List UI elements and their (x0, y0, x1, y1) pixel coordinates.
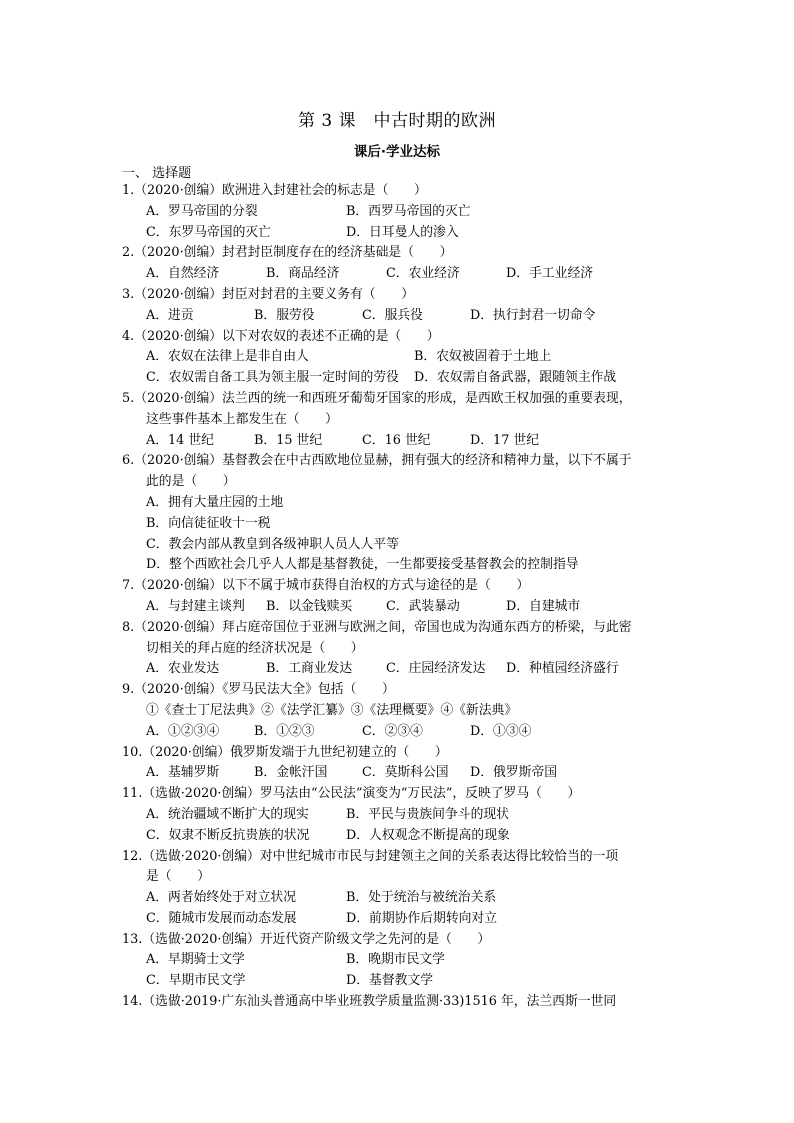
question-item (122, 451, 682, 576)
question-stem: 5.（2020·创编）法兰西的统一和西班牙葡萄牙国家的形成，是西欧王权加强的重要表现， (122, 390, 632, 406)
question-item (122, 992, 682, 1013)
question-list (122, 181, 682, 1013)
answer-option[interactable]: B．平民与贵族间争斗的现状 (346, 806, 509, 822)
question-item (122, 576, 682, 618)
answer-option[interactable]: B．农奴被固着于土地上 (414, 349, 552, 365)
page-subtitle: 课后·学业达标 (353, 144, 441, 160)
answer-option[interactable]: A．基辅罗斯 (146, 765, 220, 781)
question-item (122, 784, 682, 846)
answer-option[interactable]: B．15 世纪 (254, 432, 323, 448)
question-item (122, 743, 682, 785)
question-item (122, 680, 682, 742)
answer-option[interactable]: A．进贡 (146, 307, 194, 323)
answer-option[interactable]: B．晚期市民文学 (346, 952, 445, 968)
answer-option[interactable]: B．向信徒征收十一税 (146, 515, 271, 531)
question-stem: 9.（2020·创编）《罗马民法大全》包括（ ） (122, 682, 395, 698)
answer-option[interactable]: D．手工业经济 (506, 266, 594, 282)
answer-option[interactable]: C．农业经济 (386, 266, 460, 282)
question-item (122, 847, 682, 930)
question-stem: 3.（2020·创编）封臣对封君的主要义务有（ ） (122, 286, 414, 302)
answer-option[interactable]: A．两者始终处于对立状况 (146, 890, 297, 906)
question-stem: 4.（2020·创编）以下对农奴的表述不正确的是（ ） (122, 328, 440, 344)
question-stem: 13.（选做·2020·创编）开近代资产阶级文学之先河的是（ ） (122, 931, 491, 947)
answer-option[interactable]: B．商品经济 (266, 266, 340, 282)
question-stem: 12.（选做·2020·创编）对中世纪城市市民与封建领主之间的关系表达得比较恰当的一项 (122, 848, 619, 864)
question-item (122, 285, 682, 327)
answer-option[interactable]: B．西罗马帝国的灭亡 (346, 203, 471, 219)
answer-option[interactable]: C．莫斯科公国 (362, 765, 449, 781)
answer-option[interactable]: A．与封建主谈判 (146, 598, 245, 614)
question-stem-continued: 切相关的拜占庭的经济状况是（ ） (146, 640, 364, 656)
section-heading: 一、 选择题 (122, 166, 192, 181)
answer-option[interactable]: C．武装暴动 (386, 598, 460, 614)
answer-option[interactable]: D．俄罗斯帝国 (470, 765, 558, 781)
answer-option[interactable]: C．服兵役 (362, 307, 423, 323)
answer-option[interactable]: A．自然经济 (146, 266, 220, 282)
answer-option[interactable]: C．奴隶不断反抗贵族的状况 (146, 827, 310, 843)
answer-option[interactable]: C．早期市民文学 (146, 973, 246, 989)
question-stem: 7.（2020·创编）以下不属于城市获得自治权的方式与途径的是（ ） (122, 578, 530, 594)
question-stem: 10.（2020·创编）俄罗斯发端于九世纪初建立的（ ） (122, 744, 448, 760)
answer-option[interactable]: D．执行封君一切命令 (470, 307, 596, 323)
answer-option[interactable]: B．①②③ (254, 723, 315, 739)
question-stem: 2.（2020·创编）封君封臣制度存在的经济基础是（ ） (122, 245, 453, 261)
answer-option[interactable]: B．金帐汗国 (254, 765, 328, 781)
answer-option[interactable]: C．16 世纪 (362, 432, 431, 448)
answer-option[interactable]: D．①③④ (470, 723, 532, 739)
page-title: 第 3 课 中古时期的欧洲 (297, 111, 497, 131)
answer-option[interactable]: B．以金钱赎买 (266, 598, 353, 614)
question-item (122, 618, 682, 680)
answer-option[interactable]: A．罗马帝国的分裂 (146, 203, 258, 219)
answer-option[interactable]: C．庄园经济发达 (386, 661, 486, 677)
question-extra-line: ①《查士丁尼法典》②《法学汇纂》③《法理概要》④《新法典》 (146, 702, 518, 718)
question-item (122, 930, 682, 992)
question-stem: 11.（选做·2020·创编）罗马法由“公民法”演变为“万民法”，反映了罗马（ ） (122, 786, 581, 802)
answer-option[interactable]: B．服劳役 (254, 307, 315, 323)
question-stem: 6.（2020·创编）基督教会在中古西欧地位显赫，拥有强大的经济和精神力量，以下不属于 (122, 453, 632, 469)
answer-option[interactable]: C．东罗马帝国的灭亡 (146, 224, 271, 240)
question-stem: 14.（选做·2019·广东汕头普通高中毕业班教学质量监测·33)1516 年，法兰西斯一世同 (122, 994, 617, 1010)
question-item (122, 327, 682, 389)
answer-option[interactable]: A．农奴在法律上是非自由人 (146, 349, 309, 365)
answer-option[interactable]: A．统治疆域不断扩大的现实 (146, 806, 309, 822)
answer-option[interactable]: A．早期骑士文学 (146, 952, 245, 968)
answer-option[interactable]: C．农奴需自备工具为领主服一定时间的劳役 (146, 370, 399, 386)
answer-option[interactable]: D．基督教文学 (346, 973, 434, 989)
answer-option[interactable]: D．农奴需自备武器，跟随领主作战 (414, 370, 617, 386)
question-stem-continued: 是（ ） (146, 869, 210, 885)
answer-option[interactable]: B．工商业发达 (266, 661, 353, 677)
question-stem: 1.（2020·创编）欧洲进入封建社会的标志是（ ） (122, 183, 427, 198)
answer-option[interactable]: D．人权观念不断提高的现象 (346, 827, 510, 843)
answer-option[interactable]: A．14 世纪 (146, 432, 214, 448)
question-stem: 8.（2020·创编）拜占庭帝国位于亚洲与欧洲之间，帝国也成为沟通东西方的桥梁，与此密 (122, 619, 632, 635)
answer-option[interactable]: D．17 世纪 (470, 432, 540, 448)
answer-option[interactable]: D．日耳曼人的渗入 (346, 224, 459, 240)
answer-option[interactable]: D．种植园经济盛行 (506, 661, 619, 677)
answer-option[interactable]: D．前期协作后期转向对立 (346, 910, 498, 926)
answer-option[interactable]: A．①②③④ (146, 723, 220, 739)
answer-option[interactable]: C．随城市发展而动态发展 (146, 910, 297, 926)
answer-option[interactable]: D．整个西欧社会几乎人人都是基督教徒，一生都要接受基督教会的控制指导 (146, 557, 579, 573)
answer-option[interactable]: B．处于统治与被统治关系 (346, 890, 497, 906)
question-item (122, 243, 682, 285)
answer-option[interactable]: C．教会内部从教皇到各级神职人员人人平等 (146, 536, 399, 552)
answer-option[interactable]: A．农业发达 (146, 661, 220, 677)
answer-option[interactable]: C．②③④ (362, 723, 423, 739)
question-stem-continued: 这些事件基本上都发生在（ ） (146, 411, 338, 427)
question-item (122, 389, 682, 451)
question-stem-continued: 此的是（ ） (146, 474, 236, 490)
question-item (122, 181, 682, 243)
answer-option[interactable]: D．自建城市 (506, 598, 581, 614)
answer-option[interactable]: A．拥有大量庄园的土地 (146, 494, 284, 510)
